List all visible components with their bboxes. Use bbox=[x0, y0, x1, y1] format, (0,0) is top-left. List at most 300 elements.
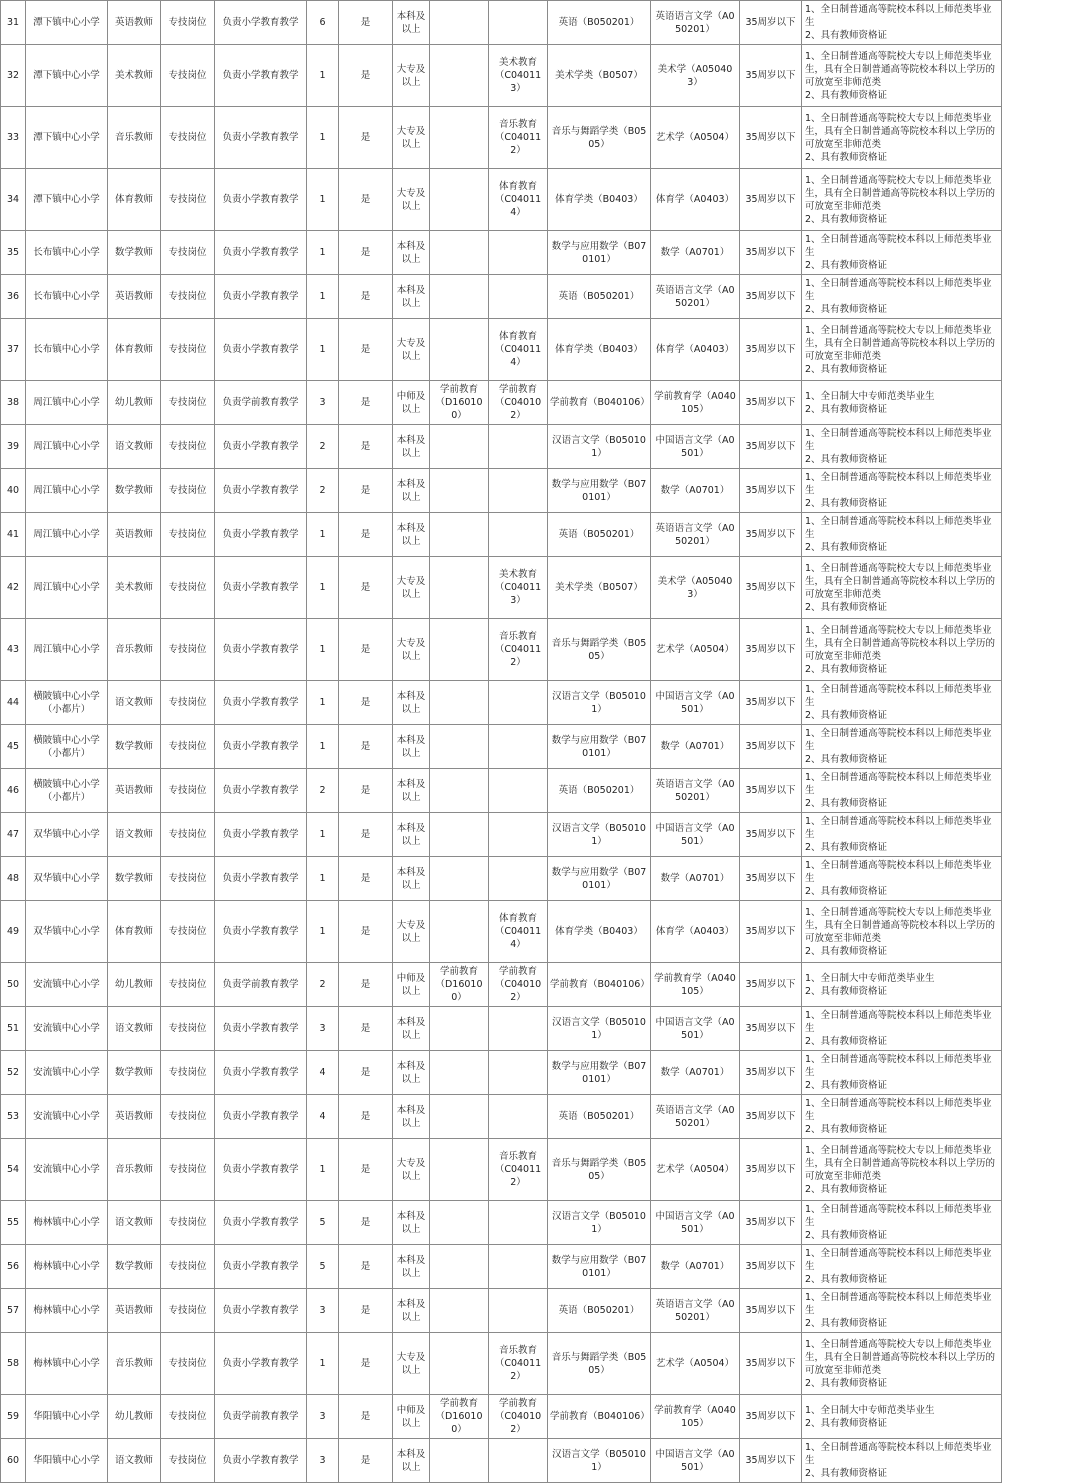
college-major-cell: 学前教育（C040102） bbox=[489, 381, 548, 425]
secondary-major-cell bbox=[430, 45, 489, 107]
table-row bbox=[1, 1289, 1002, 1333]
bachelor-major-cell: 音乐与舞蹈学类（B0505） bbox=[548, 619, 651, 681]
requirements-cell bbox=[802, 381, 1002, 425]
position-cell: 英语教师 bbox=[108, 1095, 161, 1139]
post-type-cell: 专技岗位 bbox=[161, 1245, 215, 1289]
post-type-cell: 专技岗位 bbox=[161, 1139, 215, 1201]
secondary-major-cell bbox=[430, 1007, 489, 1051]
headcount-cell: 1 bbox=[307, 619, 339, 681]
table-row bbox=[1, 1, 1002, 45]
row-number: 43 bbox=[1, 619, 26, 681]
teacher-cert-cell: 是 bbox=[339, 813, 393, 857]
position-cell: 体育教师 bbox=[108, 169, 161, 231]
bachelor-major-cell: 英语（B050201） bbox=[548, 1095, 651, 1139]
headcount-cell: 1 bbox=[307, 1139, 339, 1201]
school-cell: 华阳镇中心小学 bbox=[26, 1439, 108, 1483]
table-row bbox=[1, 1051, 1002, 1095]
requirement-line: 2、具有教师资格证 bbox=[805, 498, 888, 509]
duty-cell: 负责小学教育教学 bbox=[215, 1439, 307, 1483]
position-cell: 数学教师 bbox=[108, 1245, 161, 1289]
secondary-major-cell bbox=[430, 513, 489, 557]
graduate-major-cell: 英语语言文学（A050201） bbox=[651, 275, 740, 319]
row-number: 55 bbox=[1, 1201, 26, 1245]
requirements-cell bbox=[802, 319, 1002, 381]
row-number: 49 bbox=[1, 901, 26, 963]
school-cell: 安流镇中心小学 bbox=[26, 1139, 108, 1201]
teacher-cert-cell: 是 bbox=[339, 725, 393, 769]
bachelor-major-cell: 美术学类（B0507） bbox=[548, 557, 651, 619]
row-number: 44 bbox=[1, 681, 26, 725]
secondary-major-cell bbox=[430, 1439, 489, 1483]
requirement-line: 1、全日制普通高等院校本科以上师范类毕业生 bbox=[805, 1442, 992, 1466]
position-cell: 美术教师 bbox=[108, 45, 161, 107]
education-cell: 大专及以上 bbox=[393, 557, 430, 619]
table-row bbox=[1, 1095, 1002, 1139]
teacher-cert-cell: 是 bbox=[339, 619, 393, 681]
post-type-cell: 专技岗位 bbox=[161, 469, 215, 513]
school-cell: 横陂镇中心小学（小都片） bbox=[26, 725, 108, 769]
post-type-cell: 专技岗位 bbox=[161, 1201, 215, 1245]
college-major-cell bbox=[489, 1095, 548, 1139]
age-limit-cell: 35周岁以下 bbox=[740, 1, 802, 45]
college-major-cell bbox=[489, 725, 548, 769]
age-limit-cell: 35周岁以下 bbox=[740, 725, 802, 769]
requirement-line: 1、全日制普通高等院校本科以上师范类毕业生 bbox=[805, 1010, 992, 1034]
education-cell: 大专及以上 bbox=[393, 107, 430, 169]
requirement-line: 2、具有教师资格证 bbox=[805, 1377, 888, 1389]
duty-cell: 负责小学教育教学 bbox=[215, 1007, 307, 1051]
education-cell: 中师及以上 bbox=[393, 381, 430, 425]
college-major-cell: 美术教育（C040113） bbox=[489, 45, 548, 107]
graduate-major-cell: 英语语言文学（A050201） bbox=[651, 1289, 740, 1333]
school-cell: 周江镇中心小学 bbox=[26, 425, 108, 469]
college-major-cell: 学前教育（C040102） bbox=[489, 963, 548, 1007]
teacher-cert-cell: 是 bbox=[339, 469, 393, 513]
college-major-cell bbox=[489, 231, 548, 275]
requirements-cell bbox=[802, 857, 1002, 901]
row-number: 33 bbox=[1, 107, 26, 169]
graduate-major-cell: 中国语言文学（A0501） bbox=[651, 813, 740, 857]
school-cell: 周江镇中心小学 bbox=[26, 381, 108, 425]
headcount-cell: 2 bbox=[307, 469, 339, 513]
college-major-cell bbox=[489, 1007, 548, 1051]
school-cell: 潭下镇中心小学 bbox=[26, 107, 108, 169]
post-type-cell: 专技岗位 bbox=[161, 769, 215, 813]
table-row bbox=[1, 813, 1002, 857]
duty-cell: 负责小学教育教学 bbox=[215, 513, 307, 557]
duty-cell: 负责小学教育教学 bbox=[215, 319, 307, 381]
school-cell: 周江镇中心小学 bbox=[26, 619, 108, 681]
bachelor-major-cell: 英语（B050201） bbox=[548, 1289, 651, 1333]
secondary-major-cell bbox=[430, 1289, 489, 1333]
row-number: 58 bbox=[1, 1333, 26, 1395]
requirements-cell bbox=[802, 469, 1002, 513]
requirement-line: 2、具有教师资格证 bbox=[805, 363, 888, 375]
row-number: 40 bbox=[1, 469, 26, 513]
requirement-line: 2、具有教师资格证 bbox=[805, 304, 888, 315]
requirement-line: 1、全日制普通高等院校大专以上师范类毕业生，具有全日制普通高等院校本科以上学历的可放宽至非师范类 bbox=[805, 624, 996, 662]
headcount-cell: 1 bbox=[307, 725, 339, 769]
bachelor-major-cell: 英语（B050201） bbox=[548, 513, 651, 557]
teacher-cert-cell: 是 bbox=[339, 319, 393, 381]
graduate-major-cell: 英语语言文学（A050201） bbox=[651, 769, 740, 813]
college-major-cell: 美术教育（C040113） bbox=[489, 557, 548, 619]
age-limit-cell: 35周岁以下 bbox=[740, 1051, 802, 1095]
age-limit-cell: 35周岁以下 bbox=[740, 319, 802, 381]
requirement-line: 2、具有教师资格证 bbox=[805, 710, 888, 721]
position-cell: 幼儿教师 bbox=[108, 963, 161, 1007]
bachelor-major-cell: 汉语言文学（B050101） bbox=[548, 1007, 651, 1051]
education-cell: 本科及以上 bbox=[393, 1289, 430, 1333]
headcount-cell: 1 bbox=[307, 857, 339, 901]
college-major-cell: 音乐教育（C040112） bbox=[489, 1139, 548, 1201]
table-row bbox=[1, 231, 1002, 275]
graduate-major-cell: 中国语言文学（A0501） bbox=[651, 681, 740, 725]
school-cell: 周江镇中心小学 bbox=[26, 513, 108, 557]
age-limit-cell: 35周岁以下 bbox=[740, 1007, 802, 1051]
table-body bbox=[1, 1, 1002, 1483]
graduate-major-cell: 美术学（A050403） bbox=[651, 45, 740, 107]
requirements-cell bbox=[802, 1395, 1002, 1439]
education-cell: 本科及以上 bbox=[393, 275, 430, 319]
requirements-cell bbox=[802, 1, 1002, 45]
graduate-major-cell: 数学（A0701） bbox=[651, 857, 740, 901]
bachelor-major-cell: 美术学类（B0507） bbox=[548, 45, 651, 107]
graduate-major-cell: 中国语言文学（A0501） bbox=[651, 1439, 740, 1483]
education-cell: 大专及以上 bbox=[393, 45, 430, 107]
duty-cell: 负责小学教育教学 bbox=[215, 813, 307, 857]
graduate-major-cell: 学前教育学（A040105） bbox=[651, 963, 740, 1007]
secondary-major-cell bbox=[430, 275, 489, 319]
teacher-cert-cell: 是 bbox=[339, 1, 393, 45]
education-cell: 本科及以上 bbox=[393, 1201, 430, 1245]
bachelor-major-cell: 汉语言文学（B050101） bbox=[548, 1439, 651, 1483]
bachelor-major-cell: 音乐与舞蹈学类（B0505） bbox=[548, 107, 651, 169]
headcount-cell: 1 bbox=[307, 275, 339, 319]
secondary-major-cell: 学前教育（D160100） bbox=[430, 1395, 489, 1439]
requirement-line: 2、具有教师资格证 bbox=[805, 454, 888, 465]
teacher-cert-cell: 是 bbox=[339, 1289, 393, 1333]
graduate-major-cell: 中国语言文学（A0501） bbox=[651, 1007, 740, 1051]
position-cell: 英语教师 bbox=[108, 769, 161, 813]
requirements-cell bbox=[802, 275, 1002, 319]
row-number: 52 bbox=[1, 1051, 26, 1095]
teacher-cert-cell: 是 bbox=[339, 1201, 393, 1245]
teacher-cert-cell: 是 bbox=[339, 1439, 393, 1483]
requirements-cell bbox=[802, 963, 1002, 1007]
education-cell: 本科及以上 bbox=[393, 425, 430, 469]
requirement-line: 2、具有教师资格证 bbox=[805, 1183, 888, 1195]
post-type-cell: 专技岗位 bbox=[161, 107, 215, 169]
college-major-cell bbox=[489, 813, 548, 857]
table-row bbox=[1, 769, 1002, 813]
requirement-line: 1、全日制普通高等院校本科以上师范类毕业生 bbox=[805, 4, 992, 28]
age-limit-cell: 35周岁以下 bbox=[740, 1245, 802, 1289]
post-type-cell: 专技岗位 bbox=[161, 619, 215, 681]
row-number: 53 bbox=[1, 1095, 26, 1139]
age-limit-cell: 35周岁以下 bbox=[740, 469, 802, 513]
bachelor-major-cell: 体育学类（B0403） bbox=[548, 901, 651, 963]
post-type-cell: 专技岗位 bbox=[161, 513, 215, 557]
duty-cell: 负责小学教育教学 bbox=[215, 725, 307, 769]
bachelor-major-cell: 汉语言文学（B050101） bbox=[548, 1201, 651, 1245]
table-row bbox=[1, 1201, 1002, 1245]
position-cell: 幼儿教师 bbox=[108, 381, 161, 425]
bachelor-major-cell: 数学与应用数学（B070101） bbox=[548, 1245, 651, 1289]
post-type-cell: 专技岗位 bbox=[161, 813, 215, 857]
requirement-line: 1、全日制普通高等院校本科以上师范类毕业生 bbox=[805, 234, 992, 258]
secondary-major-cell bbox=[430, 557, 489, 619]
school-cell: 横陂镇中心小学（小都片） bbox=[26, 769, 108, 813]
requirements-cell bbox=[802, 425, 1002, 469]
duty-cell: 负责小学教育教学 bbox=[215, 901, 307, 963]
requirement-line: 2、具有教师资格证 bbox=[805, 1274, 888, 1285]
graduate-major-cell: 数学（A0701） bbox=[651, 725, 740, 769]
teacher-cert-cell: 是 bbox=[339, 169, 393, 231]
education-cell: 本科及以上 bbox=[393, 813, 430, 857]
age-limit-cell: 35周岁以下 bbox=[740, 381, 802, 425]
teacher-cert-cell: 是 bbox=[339, 1007, 393, 1051]
requirement-line: 2、具有教师资格证 bbox=[805, 985, 888, 997]
requirement-line: 2、具有教师资格证 bbox=[805, 213, 888, 225]
duty-cell: 负责小学教育教学 bbox=[215, 1095, 307, 1139]
row-number: 46 bbox=[1, 769, 26, 813]
row-number: 35 bbox=[1, 231, 26, 275]
table-row bbox=[1, 425, 1002, 469]
position-cell: 英语教师 bbox=[108, 275, 161, 319]
position-cell: 语文教师 bbox=[108, 813, 161, 857]
requirement-line: 1、全日制普通高等院校大专以上师范类毕业生，具有全日制普通高等院校本科以上学历的可放宽至非师范类 bbox=[805, 1144, 996, 1182]
position-cell: 美术教师 bbox=[108, 557, 161, 619]
school-cell: 横陂镇中心小学（小都片） bbox=[26, 681, 108, 725]
graduate-major-cell: 体育学（A0403） bbox=[651, 169, 740, 231]
age-limit-cell: 35周岁以下 bbox=[740, 107, 802, 169]
school-cell: 安流镇中心小学 bbox=[26, 963, 108, 1007]
school-cell: 长布镇中心小学 bbox=[26, 231, 108, 275]
secondary-major-cell bbox=[430, 1245, 489, 1289]
requirement-line: 2、具有教师资格证 bbox=[805, 1468, 888, 1479]
duty-cell: 负责小学教育教学 bbox=[215, 681, 307, 725]
row-number: 41 bbox=[1, 513, 26, 557]
post-type-cell: 专技岗位 bbox=[161, 1051, 215, 1095]
teacher-cert-cell: 是 bbox=[339, 857, 393, 901]
school-cell: 周江镇中心小学 bbox=[26, 469, 108, 513]
requirement-line: 1、全日制普通高等院校大专以上师范类毕业生，具有全日制普通高等院校本科以上学历的可放宽至非师范类 bbox=[805, 50, 996, 88]
bachelor-major-cell: 数学与应用数学（B070101） bbox=[548, 725, 651, 769]
table-row bbox=[1, 469, 1002, 513]
requirement-line: 1、全日制普通高等院校本科以上师范类毕业生 bbox=[805, 1292, 992, 1316]
requirements-cell bbox=[802, 901, 1002, 963]
secondary-major-cell bbox=[430, 169, 489, 231]
requirements-cell bbox=[802, 1051, 1002, 1095]
headcount-cell: 1 bbox=[307, 901, 339, 963]
school-cell: 安流镇中心小学 bbox=[26, 1051, 108, 1095]
bachelor-major-cell: 音乐与舞蹈学类（B0505） bbox=[548, 1139, 651, 1201]
headcount-cell: 4 bbox=[307, 1095, 339, 1139]
requirements-cell bbox=[802, 231, 1002, 275]
age-limit-cell: 35周岁以下 bbox=[740, 425, 802, 469]
post-type-cell: 专技岗位 bbox=[161, 963, 215, 1007]
teacher-cert-cell: 是 bbox=[339, 557, 393, 619]
row-number: 56 bbox=[1, 1245, 26, 1289]
age-limit-cell: 35周岁以下 bbox=[740, 901, 802, 963]
secondary-major-cell bbox=[430, 901, 489, 963]
headcount-cell: 5 bbox=[307, 1245, 339, 1289]
education-cell: 本科及以上 bbox=[393, 231, 430, 275]
college-major-cell bbox=[489, 513, 548, 557]
post-type-cell: 专技岗位 bbox=[161, 901, 215, 963]
position-cell: 体育教师 bbox=[108, 901, 161, 963]
requirements-cell bbox=[802, 513, 1002, 557]
row-number: 36 bbox=[1, 275, 26, 319]
duty-cell: 负责小学教育教学 bbox=[215, 1201, 307, 1245]
requirement-line: 2、具有教师资格证 bbox=[805, 542, 888, 553]
education-cell: 本科及以上 bbox=[393, 1245, 430, 1289]
requirement-line: 1、全日制普通高等院校大专以上师范类毕业生，具有全日制普通高等院校本科以上学历的可放宽至非师范类 bbox=[805, 562, 996, 600]
duty-cell: 负责小学教育教学 bbox=[215, 769, 307, 813]
bachelor-major-cell: 数学与应用数学（B070101） bbox=[548, 1051, 651, 1095]
position-cell: 音乐教师 bbox=[108, 619, 161, 681]
college-major-cell: 音乐教育（C040112） bbox=[489, 107, 548, 169]
requirement-line: 1、全日制普通高等院校本科以上师范类毕业生 bbox=[805, 516, 992, 540]
requirement-line: 2、具有教师资格证 bbox=[805, 754, 888, 765]
bachelor-major-cell: 数学与应用数学（B070101） bbox=[548, 469, 651, 513]
college-major-cell bbox=[489, 1201, 548, 1245]
requirement-line: 1、全日制大中专师范类毕业生 bbox=[805, 1404, 935, 1416]
requirement-line: 1、全日制普通高等院校大专以上师范类毕业生，具有全日制普通高等院校本科以上学历的可放宽至非师范类 bbox=[805, 906, 996, 944]
post-type-cell: 专技岗位 bbox=[161, 1395, 215, 1439]
requirement-line: 2、具有教师资格证 bbox=[805, 842, 888, 853]
school-cell: 双华镇中心小学 bbox=[26, 901, 108, 963]
teacher-cert-cell: 是 bbox=[339, 1051, 393, 1095]
college-major-cell bbox=[489, 1051, 548, 1095]
graduate-major-cell: 体育学（A0403） bbox=[651, 319, 740, 381]
row-number: 42 bbox=[1, 557, 26, 619]
post-type-cell: 专技岗位 bbox=[161, 725, 215, 769]
teacher-cert-cell: 是 bbox=[339, 769, 393, 813]
college-major-cell bbox=[489, 1289, 548, 1333]
age-limit-cell: 35周岁以下 bbox=[740, 513, 802, 557]
row-number: 38 bbox=[1, 381, 26, 425]
education-cell: 本科及以上 bbox=[393, 469, 430, 513]
table-row bbox=[1, 275, 1002, 319]
post-type-cell: 专技岗位 bbox=[161, 1095, 215, 1139]
position-cell: 语文教师 bbox=[108, 1007, 161, 1051]
requirement-line: 2、具有教师资格证 bbox=[805, 151, 888, 163]
post-type-cell: 专技岗位 bbox=[161, 1, 215, 45]
requirements-cell bbox=[802, 1289, 1002, 1333]
row-number: 34 bbox=[1, 169, 26, 231]
post-type-cell: 专技岗位 bbox=[161, 681, 215, 725]
school-cell: 梅林镇中心小学 bbox=[26, 1289, 108, 1333]
secondary-major-cell bbox=[430, 813, 489, 857]
graduate-major-cell: 体育学（A0403） bbox=[651, 901, 740, 963]
requirements-cell bbox=[802, 681, 1002, 725]
bachelor-major-cell: 音乐与舞蹈学类（B0505） bbox=[548, 1333, 651, 1395]
school-cell: 双华镇中心小学 bbox=[26, 857, 108, 901]
secondary-major-cell bbox=[430, 1, 489, 45]
requirements-cell bbox=[802, 769, 1002, 813]
position-cell: 音乐教师 bbox=[108, 1333, 161, 1395]
post-type-cell: 专技岗位 bbox=[161, 1289, 215, 1333]
graduate-major-cell: 中国语言文学（A0501） bbox=[651, 1201, 740, 1245]
table-row bbox=[1, 381, 1002, 425]
headcount-cell: 1 bbox=[307, 107, 339, 169]
requirement-line: 1、全日制普通高等院校本科以上师范类毕业生 bbox=[805, 428, 992, 452]
position-cell: 英语教师 bbox=[108, 1, 161, 45]
duty-cell: 负责小学教育教学 bbox=[215, 557, 307, 619]
row-number: 48 bbox=[1, 857, 26, 901]
age-limit-cell: 35周岁以下 bbox=[740, 231, 802, 275]
age-limit-cell: 35周岁以下 bbox=[740, 857, 802, 901]
requirement-line: 1、全日制普通高等院校大专以上师范类毕业生，具有全日制普通高等院校本科以上学历的可放宽至非师范类 bbox=[805, 1338, 996, 1376]
college-major-cell bbox=[489, 681, 548, 725]
position-cell: 数学教师 bbox=[108, 469, 161, 513]
table-row bbox=[1, 1333, 1002, 1395]
requirement-line: 1、全日制普通高等院校大专以上师范类毕业生，具有全日制普通高等院校本科以上学历的可放宽至非师范类 bbox=[805, 112, 996, 150]
college-major-cell bbox=[489, 1245, 548, 1289]
secondary-major-cell bbox=[430, 857, 489, 901]
duty-cell: 负责小学教育教学 bbox=[215, 1333, 307, 1395]
duty-cell: 负责小学教育教学 bbox=[215, 169, 307, 231]
secondary-major-cell bbox=[430, 769, 489, 813]
requirement-line: 1、全日制普通高等院校本科以上师范类毕业生 bbox=[805, 278, 992, 302]
graduate-major-cell: 学前教育学（A040105） bbox=[651, 381, 740, 425]
position-cell: 幼儿教师 bbox=[108, 1395, 161, 1439]
headcount-cell: 1 bbox=[307, 1333, 339, 1395]
headcount-cell: 1 bbox=[307, 231, 339, 275]
position-cell: 音乐教师 bbox=[108, 107, 161, 169]
position-cell: 数学教师 bbox=[108, 1051, 161, 1095]
row-number: 31 bbox=[1, 1, 26, 45]
graduate-major-cell: 数学（A0701） bbox=[651, 1245, 740, 1289]
teacher-cert-cell: 是 bbox=[339, 1139, 393, 1201]
requirements-cell bbox=[802, 1095, 1002, 1139]
duty-cell: 负责小学教育教学 bbox=[215, 1, 307, 45]
table-row bbox=[1, 1395, 1002, 1439]
requirements-cell bbox=[802, 169, 1002, 231]
headcount-cell: 5 bbox=[307, 1201, 339, 1245]
graduate-major-cell: 英语语言文学（A050201） bbox=[651, 1, 740, 45]
bachelor-major-cell: 体育学类（B0403） bbox=[548, 319, 651, 381]
post-type-cell: 专技岗位 bbox=[161, 857, 215, 901]
college-major-cell bbox=[489, 275, 548, 319]
bachelor-major-cell: 数学与应用数学（B070101） bbox=[548, 857, 651, 901]
education-cell: 大专及以上 bbox=[393, 1333, 430, 1395]
age-limit-cell: 35周岁以下 bbox=[740, 275, 802, 319]
post-type-cell: 专技岗位 bbox=[161, 231, 215, 275]
graduate-major-cell: 数学（A0701） bbox=[651, 469, 740, 513]
table-row bbox=[1, 857, 1002, 901]
requirements-cell bbox=[802, 107, 1002, 169]
age-limit-cell: 35周岁以下 bbox=[740, 1439, 802, 1483]
row-number: 51 bbox=[1, 1007, 26, 1051]
headcount-cell: 1 bbox=[307, 169, 339, 231]
requirements-cell bbox=[802, 45, 1002, 107]
bachelor-major-cell: 学前教育（B040106） bbox=[548, 1395, 651, 1439]
table-row bbox=[1, 45, 1002, 107]
position-cell: 语文教师 bbox=[108, 1439, 161, 1483]
education-cell: 本科及以上 bbox=[393, 681, 430, 725]
headcount-cell: 2 bbox=[307, 425, 339, 469]
education-cell: 本科及以上 bbox=[393, 725, 430, 769]
bachelor-major-cell: 学前教育（B040106） bbox=[548, 963, 651, 1007]
education-cell: 本科及以上 bbox=[393, 513, 430, 557]
post-type-cell: 专技岗位 bbox=[161, 557, 215, 619]
graduate-major-cell: 艺术学（A0504） bbox=[651, 1333, 740, 1395]
requirement-line: 1、全日制普通高等院校大专以上师范类毕业生，具有全日制普通高等院校本科以上学历的可放宽至非师范类 bbox=[805, 174, 996, 212]
bachelor-major-cell: 数学与应用数学（B070101） bbox=[548, 231, 651, 275]
